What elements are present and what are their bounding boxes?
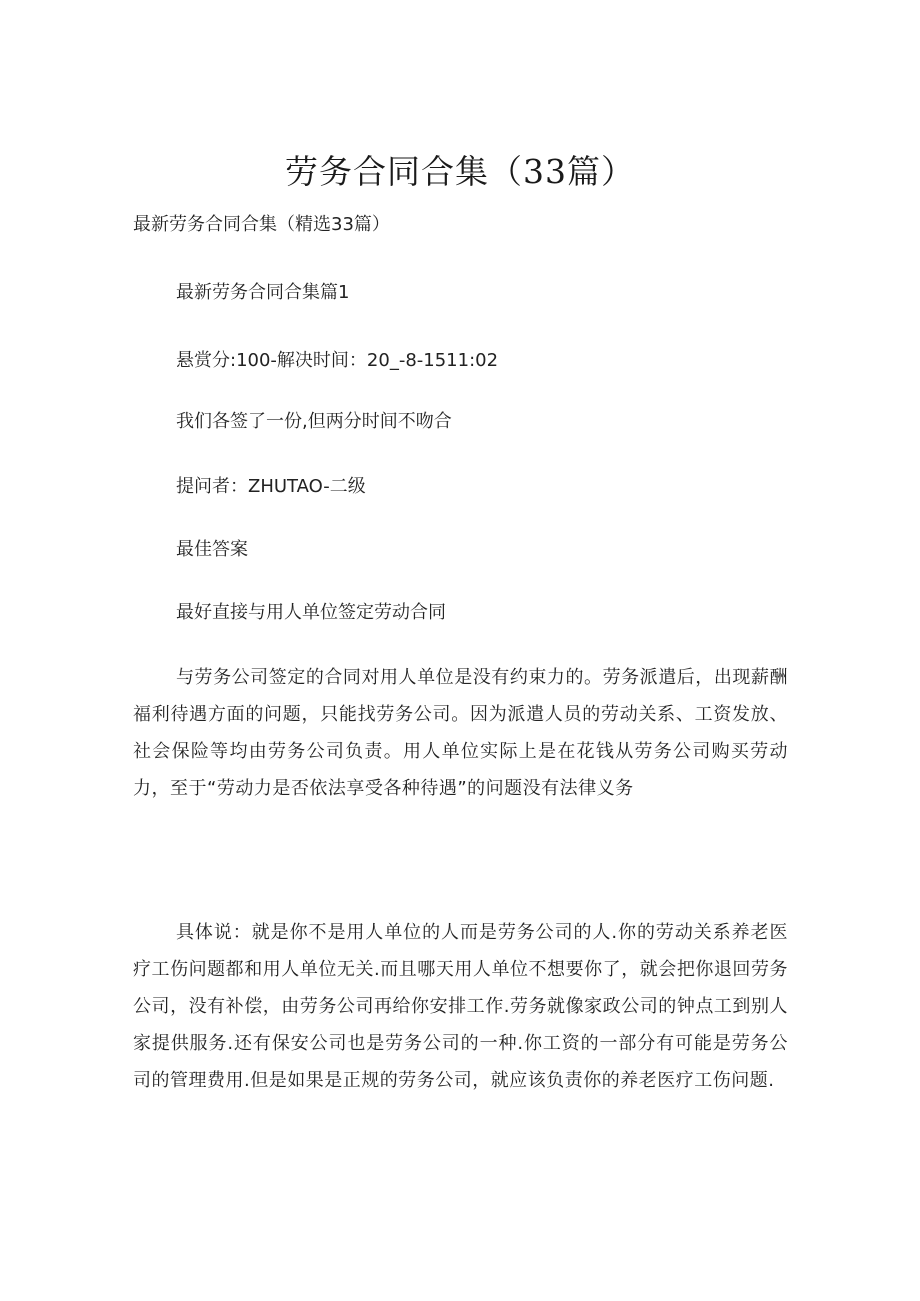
document-title: 劳务合同合集（33篇） [285, 152, 635, 191]
answer-paragraph-1: 与劳务公司签定的合同对用人单位是没有约束力的。劳务派遣后，出现薪酬福利待遇方面的问题，只能找劳务公司。因为派遣人员的劳动关系、工资发放、社会保险等均由劳务公司负责。用人单位实际上是在花钱从劳务公司购买劳动力，至于“劳动力是否依法享受各种待遇”的问题没有法律义务 [133, 667, 788, 799]
section-heading: 最新劳务合同合集篇1 [176, 282, 350, 303]
bounty-info: 悬赏分:100-解决时间：20_-8-1511:02 [176, 350, 499, 371]
asker-info: 提问者：ZHUTAO-二级 [176, 476, 366, 497]
answer-paragraph-2: 具体说：就是你不是用人单位的人而是劳务公司的人.你的劳动关系养老医疗工伤问题都和用人单位无关.而且哪天用人单位不想要你了，就会把你退回劳务公司，没有补偿，由劳务公司再给你安排工作.劳务就像家政公司的钟点工到别人家提供服务.还有保安公司也是劳务公司的一种.你工资的一部分有可能是劳务公司的管理费用.但是如果是正规的劳务公司，就应该负责你的养老医疗工伤问题. [133, 922, 788, 1091]
document-subtitle: 最新劳务合同合集（精选33篇） [133, 214, 390, 235]
best-answer-label: 最佳答案 [176, 539, 248, 560]
question-text: 我们各签了一份,但两分时间不吻合 [176, 411, 452, 432]
answer-first-line: 最好直接与用人单位签定劳动合同 [176, 602, 446, 623]
